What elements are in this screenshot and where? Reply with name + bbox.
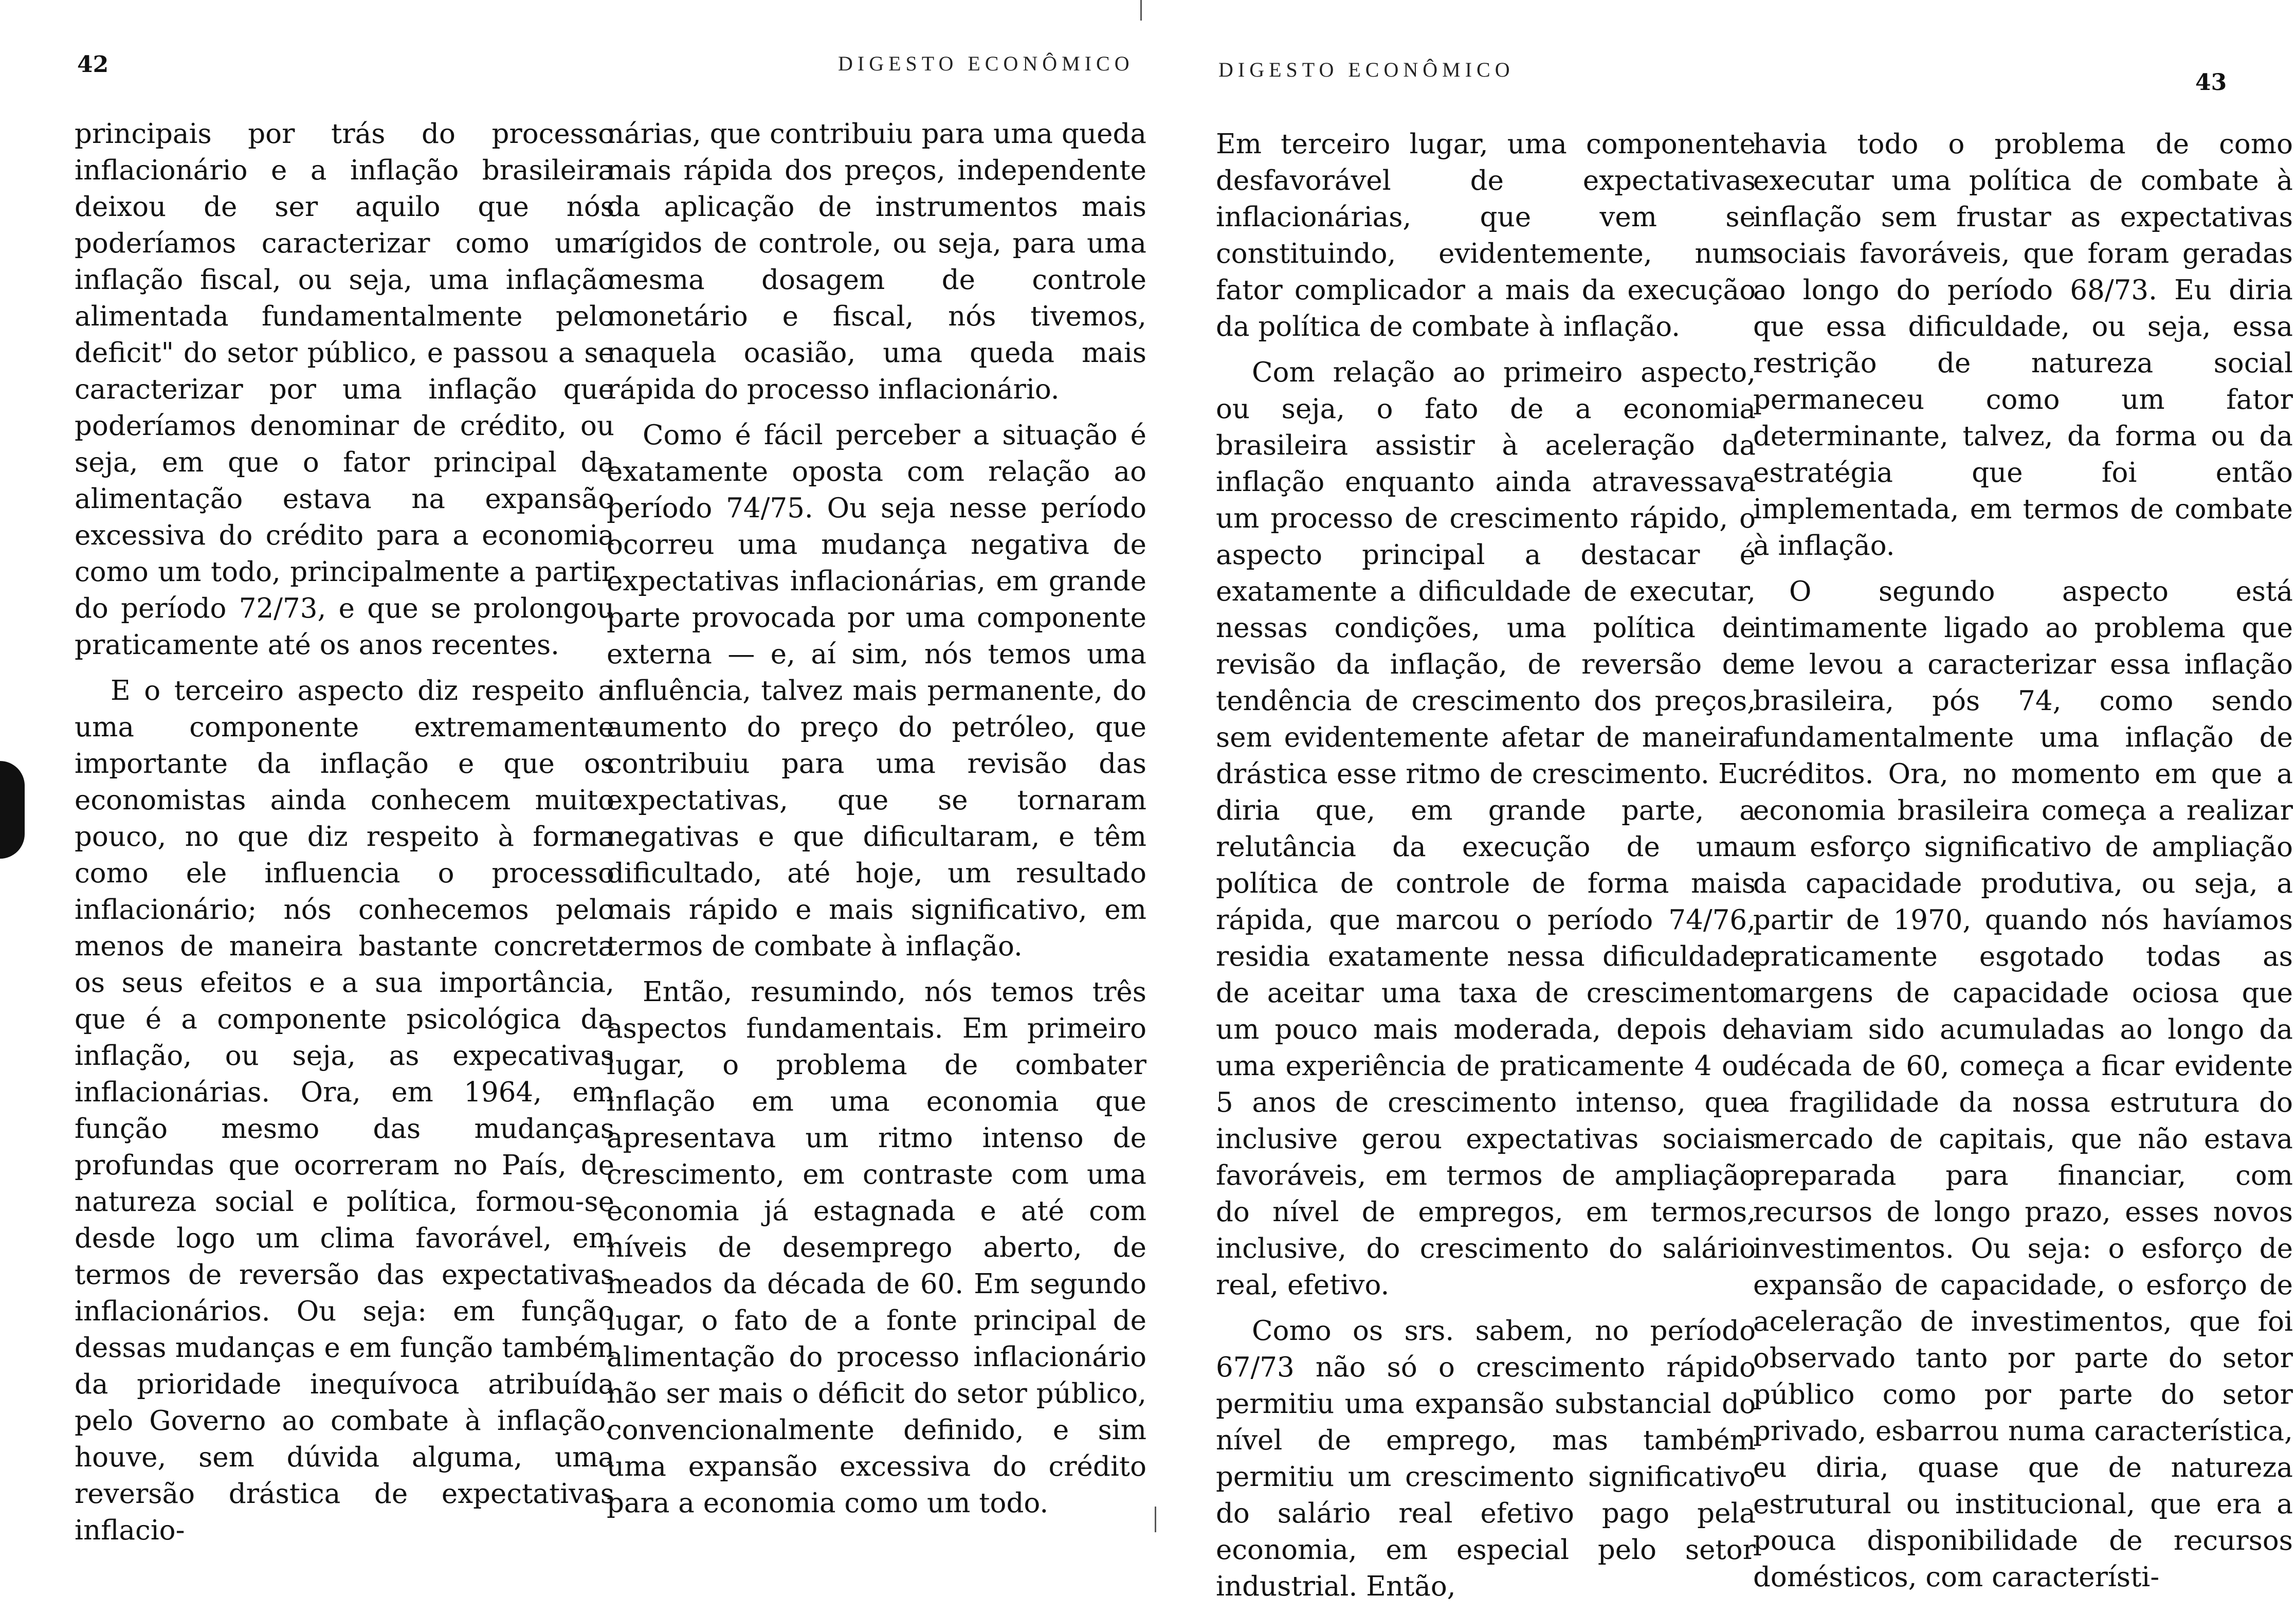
gutter-line-top: [1140, 0, 1142, 21]
paragraph: havia todo o problema de como executar uma política de combate à inflação sem frustar as expectativas sociais favoráveis, que foram geradas ao longo do período 68/73. Eu diria que essa dificuldade, ou seja, essa restrição de natureza social permaneceu como um fator determinante, talvez, da forma ou da estratégia que foi então implementada, em termos de combate à inflação.: [1753, 129, 2293, 561]
right-running-head: DIGESTO ECONÔMICO: [1218, 58, 1515, 81]
right-page-number: 43: [2195, 69, 2227, 96]
paragraph: Então, resumindo, nós temos três aspectos fundamentais. Em primeiro lugar, o problema de combater inflação em uma economia que apresentava um ritmo intenso de crescimento, em contraste com uma economia já estagnada e até com níveis de desemprego aberto, de meados da década de 60. Em segundo lugar, o fato de a fonte principal de alimentação do processo inflacionário não ser mais o déficit do setor público, convencionalmente definido, e sim uma expansão excessiva do crédito para a economia como um todo.: [607, 976, 1146, 1519]
binding-hole-shadow: [0, 761, 25, 859]
paragraph: Como é fácil perceber a situação é exatamente oposta com relação ao período 74/75. Ou seja nesse período ocorreu uma mudança negativa de expectativas inflacionárias, em grande parte provocada por uma componente externa — e, aí sim, nós temos uma influência, talvez mais permanente, do aumento do preço do petróleo, que contribuiu para uma revisão das expectativas, que se tornaram negativas e que dificultaram, e têm dificultado, até hoje, um resultado mais rápido e mais significativo, em termos de combate à inflação.: [607, 420, 1146, 962]
left-page-number: 42: [77, 51, 109, 78]
gutter-line-bottom: [1155, 1507, 1156, 1532]
left-running-head: DIGESTO ECONÔMICO: [838, 52, 1134, 75]
paragraph: E o terceiro aspecto diz respeito a uma componente extremamente importante da inflação e que os economistas ainda conhecem muito pouco, no que diz respeito à forma como ele influencia o processo inflacionário; nós conhecemos pelo menos de maneira bastante concreta os seus efeitos e a sua importância, que é a componente psicológica da inflação, ou seja, as expecativas inflacionárias. Ora, em 1964, em função mesmo das mudanças profundas que ocorreram no País, de natureza social e política, formou-se desde logo um clima favorável, em termos de reversão das expectativas inflacionários. Ou seja: em função dessas mudanças e em função também da prioridade inequívoca atribuída pelo Governo ao combate à inflação, houve, sem dúvida alguma, uma reversão drástica de expectativas inflacio-: [75, 675, 614, 1546]
paragraph: Em terceiro lugar, uma componente desfavorável de expectativas inflacionárias, que vem se constituindo, evidentemente, num fator complicador a mais da execução da política de combate à inflação.: [1216, 129, 1756, 342]
right-page-column-2: [1753, 126, 2293, 1605]
paragraph: O segundo aspecto está intimamente ligado ao problema que me levou a caracterizar essa inflação brasileira, pós 74, como sendo fundamentalmente uma inflação de créditos. Ora, no momento em que a economia brasileira começa a realizar um esforço significativo de ampliação da capacidade produtiva, ou seja, a partir de 1970, quando nós havíamos praticamente esgotado todas as margens de capacidade ociosa que haviam sido acumuladas ao longo da década de 60, começa a ficar evidente a fragilidade da nossa estrutura do mercado de capitais, que não estava preparada para financiar, com recursos de longo prazo, esses novos investimentos. Ou seja: o esforço de expansão de capacidade, o esforço de aceleração de investimentos, que foi observado tanto por parte do setor público como por parte do setor privado, esbarrou numa característica, eu diria, quase que de natureza estrutural ou institucional, que era a pouca disponibilidade de recursos domésticos, com característi-: [1753, 576, 2293, 1593]
left-page-column-1: [75, 116, 614, 1558]
paragraph: principais por trás do processo inflacionário e a inflação brasileira deixou de ser aquilo que nós poderíamos caracterizar como uma inflação fiscal, ou seja, uma inflação alimentada fundamentalmente pelo deficit" do setor público, e passou a se caracterizar por uma inflação que poderíamos denominar de crédito, ou seja, em que o fator principal da alimentação estava na expansão excessiva do crédito para a economia como um todo, principalmente a partir do período 72/73, e que se prolongou praticamente até os anos recentes.: [75, 118, 614, 661]
right-page-column-1: [1216, 126, 1756, 1614]
paragraph: Como os srs. sabem, no período 67/73 não só o crescimento rápido permitiu uma expansão substancial do nível de emprego, mas também permitiu um crescimento significativo do salário real efetivo pago pela economia, em especial pelo setor industrial. Então,: [1216, 1315, 1756, 1602]
left-page-column-2: [607, 116, 1146, 1531]
paragraph: Com relação ao primeiro aspecto, ou seja, o fato de a economia brasileira assistir à aceleração da inflação enquanto ainda atravessava um processo de crescimento rápido, o aspecto principal a destacar é exatamente a dificuldade de executar, nessas condições, uma política de revisão da inflação, de reversão de tendência de crescimento dos preços, sem evidentemente afetar de maneira drástica esse ritmo de crescimento. Eu diria que, em grande parte, a relutância da execução de uma política de controle de forma mais rápida, que marcou o período 74/76, residia exatamente nessa dificuldade de aceitar uma taxa de crescimento um pouco mais moderada, depois de uma experiência de praticamente 4 ou 5 anos de crescimento intenso, que inclusive gerou expectativas sociais favoráveis, em termos de ampliação do nível de empregos, em termos, inclusive, do crescimento do salário real, efetivo.: [1216, 357, 1756, 1301]
paragraph: nárias, que contribuiu para uma queda mais rápida dos preços, independente da aplicação de instrumentos mais rígidos de controle, ou seja, para uma mesma dosagem de controle monetário e fiscal, nós tivemos, naquela ocasião, uma queda mais rápida do processo inflacionário.: [607, 118, 1146, 405]
